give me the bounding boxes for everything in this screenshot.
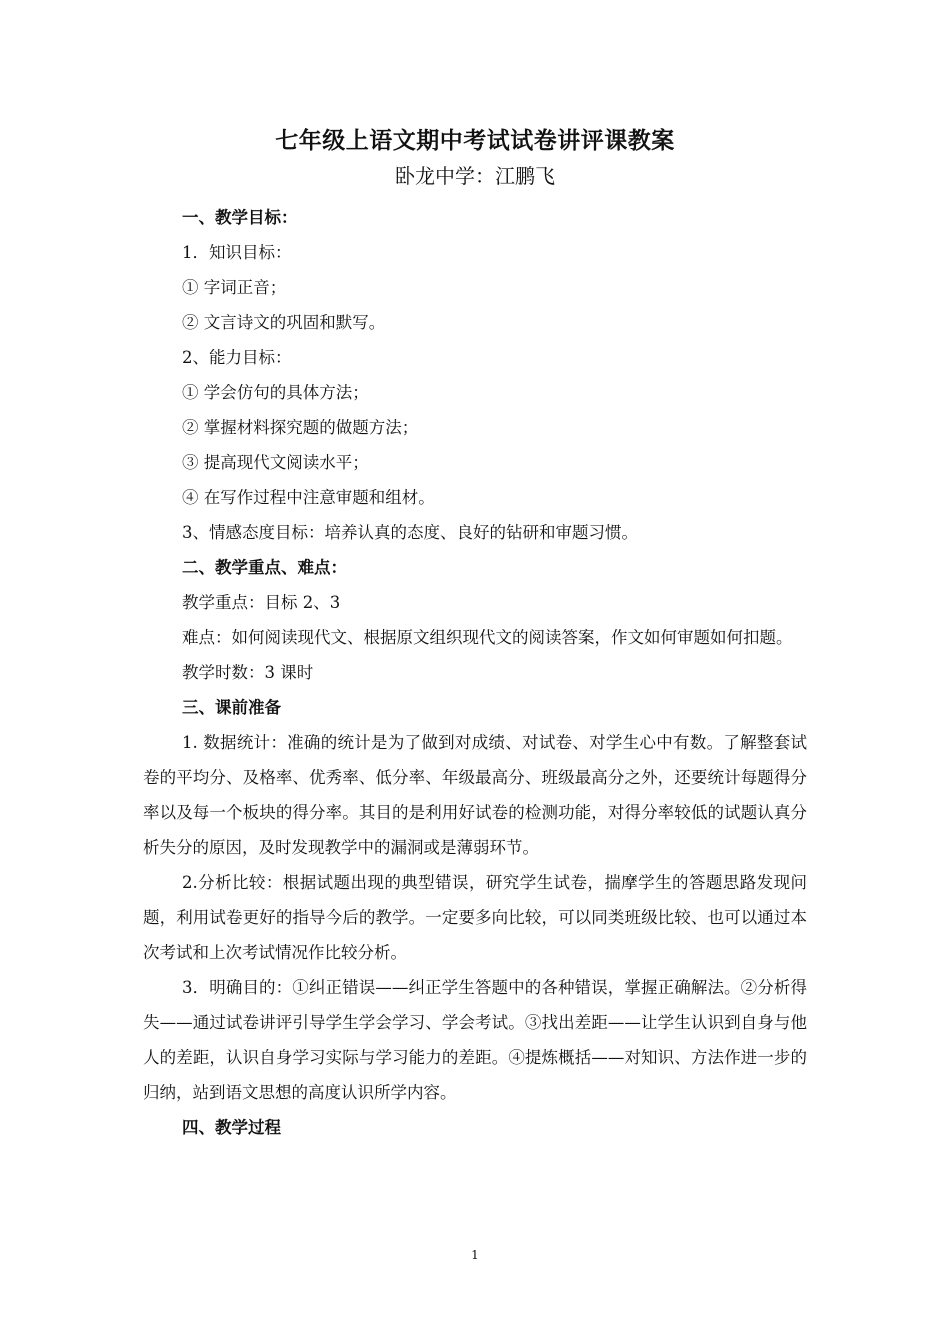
ability-goal-item: ② 掌握材料探究题的做题方法；: [182, 418, 419, 437]
document-title: 七年级上语文期中考试试卷讲评课教案: [275, 127, 675, 154]
preparation-paragraph-1: 1. 数据统计：准确的统计是为了做到对成绩、对试卷、对学生心中有数。了解整套试卷的平均分、及格率、优秀率、低分率、年级最高分、班级最高分之外，还要统计每题得分率以及每一个板块的得分率。其目的是利用好试卷的检测功能，对得分率较低的试题认真分析失分的原因，及时发现教学中的漏洞或是薄弱环节。: [143, 733, 807, 857]
ability-goal-item: ③ 提高现代文阅读水平；: [182, 453, 369, 472]
difficulty-paragraph: 难点：如何阅读现代文、根据原文组织现代文的阅读答案，作文如何审题如何扣题。: [182, 628, 793, 647]
author-line: 卧龙中学：江鹏飞: [395, 164, 555, 188]
section-heading-preparation: 三、课前准备: [182, 698, 281, 717]
knowledge-goal-label: 1．知识目标：: [182, 243, 292, 262]
key-point-line: 教学重点：目标 2、3: [182, 593, 341, 612]
knowledge-goal-item: ① 字词正音；: [182, 278, 287, 297]
preparation-paragraph-3: 3．明确目的：①纠正错误——纠正学生答题中的各种错误，掌握正确解法。②分析得失——通过试卷讲评引导学生学会学习、学会考试。③找出差距——让学生认识到自身与他人的差距，认识自身学习实际与学习能力的差距。④提炼概括——对知识、方法作进一步的归纳，站到语文思想的高度认识所学内容。: [143, 978, 807, 1102]
ability-goal-item: ① 学会仿句的具体方法；: [182, 383, 369, 402]
attitude-goal: 3、情感态度目标：培养认真的态度、良好的钻研和审题习惯。: [182, 523, 638, 542]
document-body: [143, 200, 807, 1145]
ability-goal-item: ④ 在写作过程中注意审题和组材。: [182, 488, 435, 507]
page-number: 1: [471, 1248, 479, 1262]
knowledge-goal-item: ② 文言诗文的巩固和默写。: [182, 313, 386, 332]
lesson-hours: 教学时数：3 课时: [182, 663, 314, 682]
preparation-paragraph-2: 2.分析比较：根据试题出现的典型错误，研究学生试卷，揣摩学生的答题思路发现问题，利用试卷更好的指导今后的教学。一定要多向比较，可以同类班级比较、也可以通过本次考试和上次考试情况作比较分析。: [143, 873, 807, 962]
section-heading-key-points: 二、教学重点、难点：: [182, 558, 347, 577]
section-heading-objectives: 一、教学目标：: [182, 208, 298, 227]
section-heading-process: 四、教学过程: [182, 1118, 281, 1137]
ability-goal-label: 2、能力目标：: [182, 348, 292, 367]
